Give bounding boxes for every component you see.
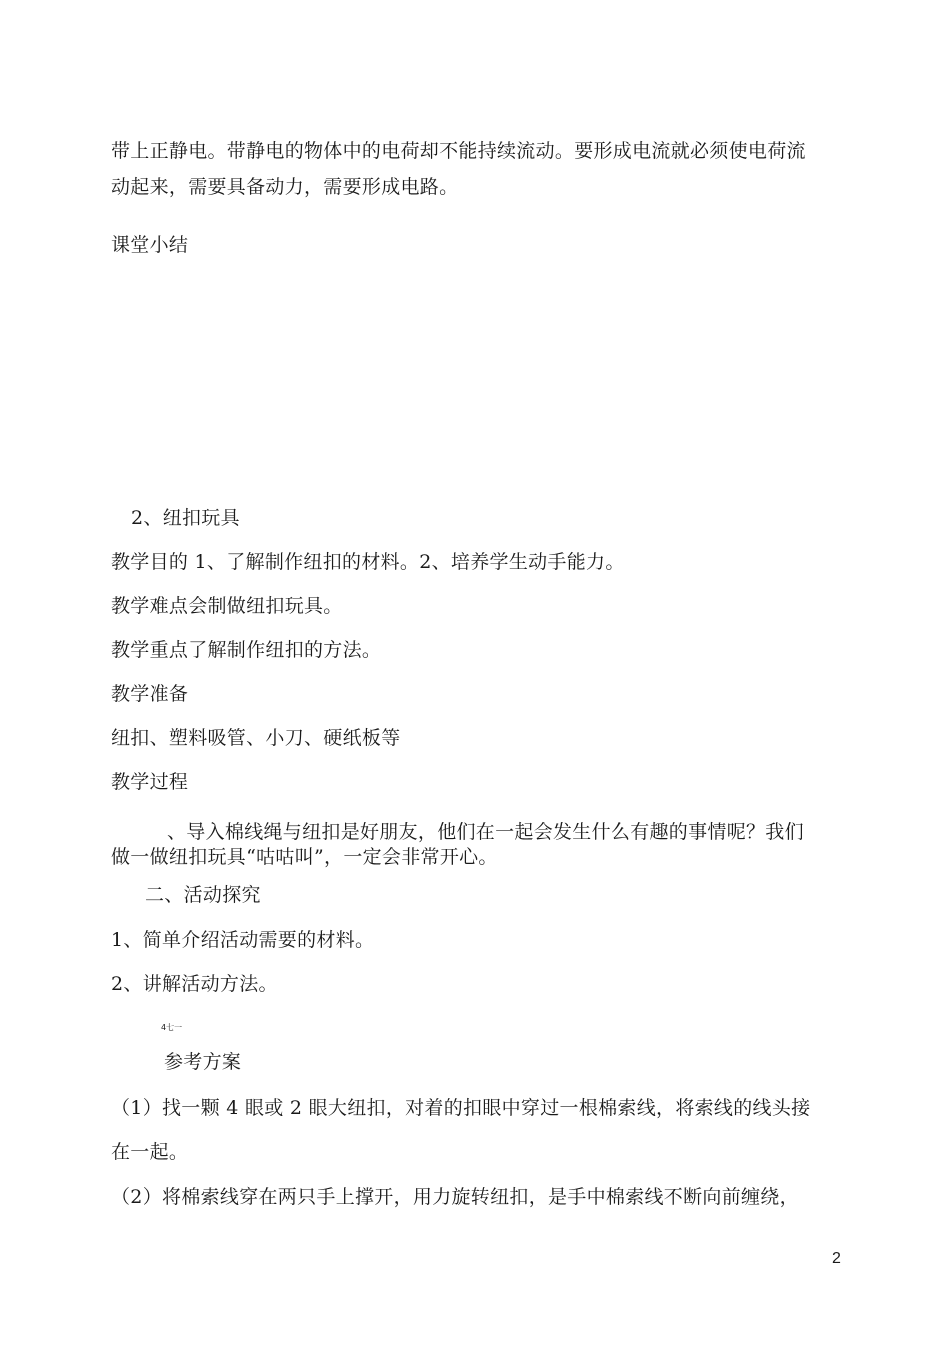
teaching-process-heading: 教学过程	[111, 771, 189, 793]
plan-step-2-line-1: （2）将棉索线穿在两只手上撑开，用力旋转纽扣，是手中棉索线不断向前缠绕，	[111, 1186, 799, 1208]
teaching-materials: 纽扣、塑料吸管、小刀、硬纸板等	[111, 727, 401, 749]
activity-step-2: 2、讲解活动方法。	[111, 973, 278, 995]
teaching-preparation-heading: 教学准备	[111, 683, 189, 705]
page-number: 2	[832, 1250, 841, 1267]
teaching-goal: 教学目的 1、了解制作纽扣的材料。2、培养学生动手能力。	[111, 551, 625, 573]
section-heading-summary: 课堂小结	[111, 234, 189, 256]
plan-step-1-line-1: （1）找一颗 4 眼或 2 眼大纽扣，对着的扣眼中穿过一根棉索线，将索线的线头接	[111, 1097, 811, 1119]
paragraph-line-2: 动起来，需要具备动力，需要形成电路。	[111, 176, 459, 198]
intro-paragraph-line-2: 做一做纽扣玩具“咕咕叫”，一定会非常开心。	[111, 846, 498, 868]
activity-heading: 二、活动探究	[145, 884, 261, 906]
lesson-title: 2、纽扣玩具	[131, 507, 240, 529]
teaching-key-point: 教学重点了解制作纽扣的方法。	[111, 639, 382, 661]
teaching-difficulty: 教学难点会制做纽扣玩具。	[111, 595, 343, 617]
paragraph-line-1: 带上正静电。带静电的物体中的电荷却不能持续流动。要形成电流就必须使电荷流	[111, 140, 806, 162]
plan-step-1-line-2: 在一起。	[111, 1141, 189, 1163]
intro-paragraph-line-1: 、导入棉线绳与纽扣是好朋友，他们在一起会发生什么有趣的事情呢？我们	[167, 821, 804, 843]
reference-plan-heading: 参考方案	[164, 1051, 242, 1073]
small-mark: 4七一	[161, 1023, 183, 1032]
activity-step-1: 1、简单介绍活动需要的材料。	[111, 929, 375, 951]
